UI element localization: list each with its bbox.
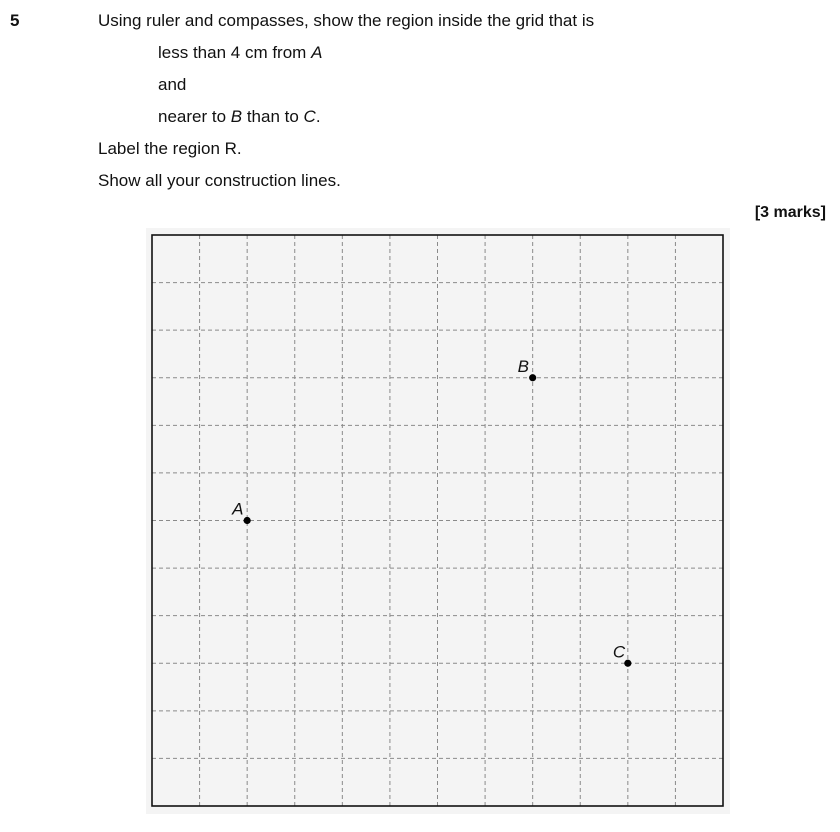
point-b-label: B xyxy=(517,356,530,376)
condition-period: . xyxy=(315,107,321,126)
point-b-reference: B xyxy=(230,107,243,126)
condition-connector: and xyxy=(158,75,187,94)
point-a-reference: A xyxy=(311,43,323,62)
point-a-label: A xyxy=(232,499,244,519)
grid-lines xyxy=(152,235,723,806)
point-c-reference: C xyxy=(303,107,316,126)
point-c-dot xyxy=(624,660,631,667)
condition-than-text: than to xyxy=(242,107,304,126)
condition-distance-text: less than 4 cm from xyxy=(158,43,312,62)
question-intro: Using ruler and compasses, show the region inside the grid that is xyxy=(98,11,595,30)
label-region-instruction: Label the region R. xyxy=(98,139,242,158)
grid-points xyxy=(231,357,631,667)
point-b-dot xyxy=(529,374,536,381)
construction-instruction: Show all your construction lines. xyxy=(98,171,341,190)
marks-label: [3 marks] xyxy=(754,204,826,221)
point-a-dot xyxy=(244,517,251,524)
question-number: 5 xyxy=(10,11,20,30)
point-c-label: C xyxy=(612,642,626,662)
condition-nearer-text: nearer to xyxy=(158,107,231,126)
